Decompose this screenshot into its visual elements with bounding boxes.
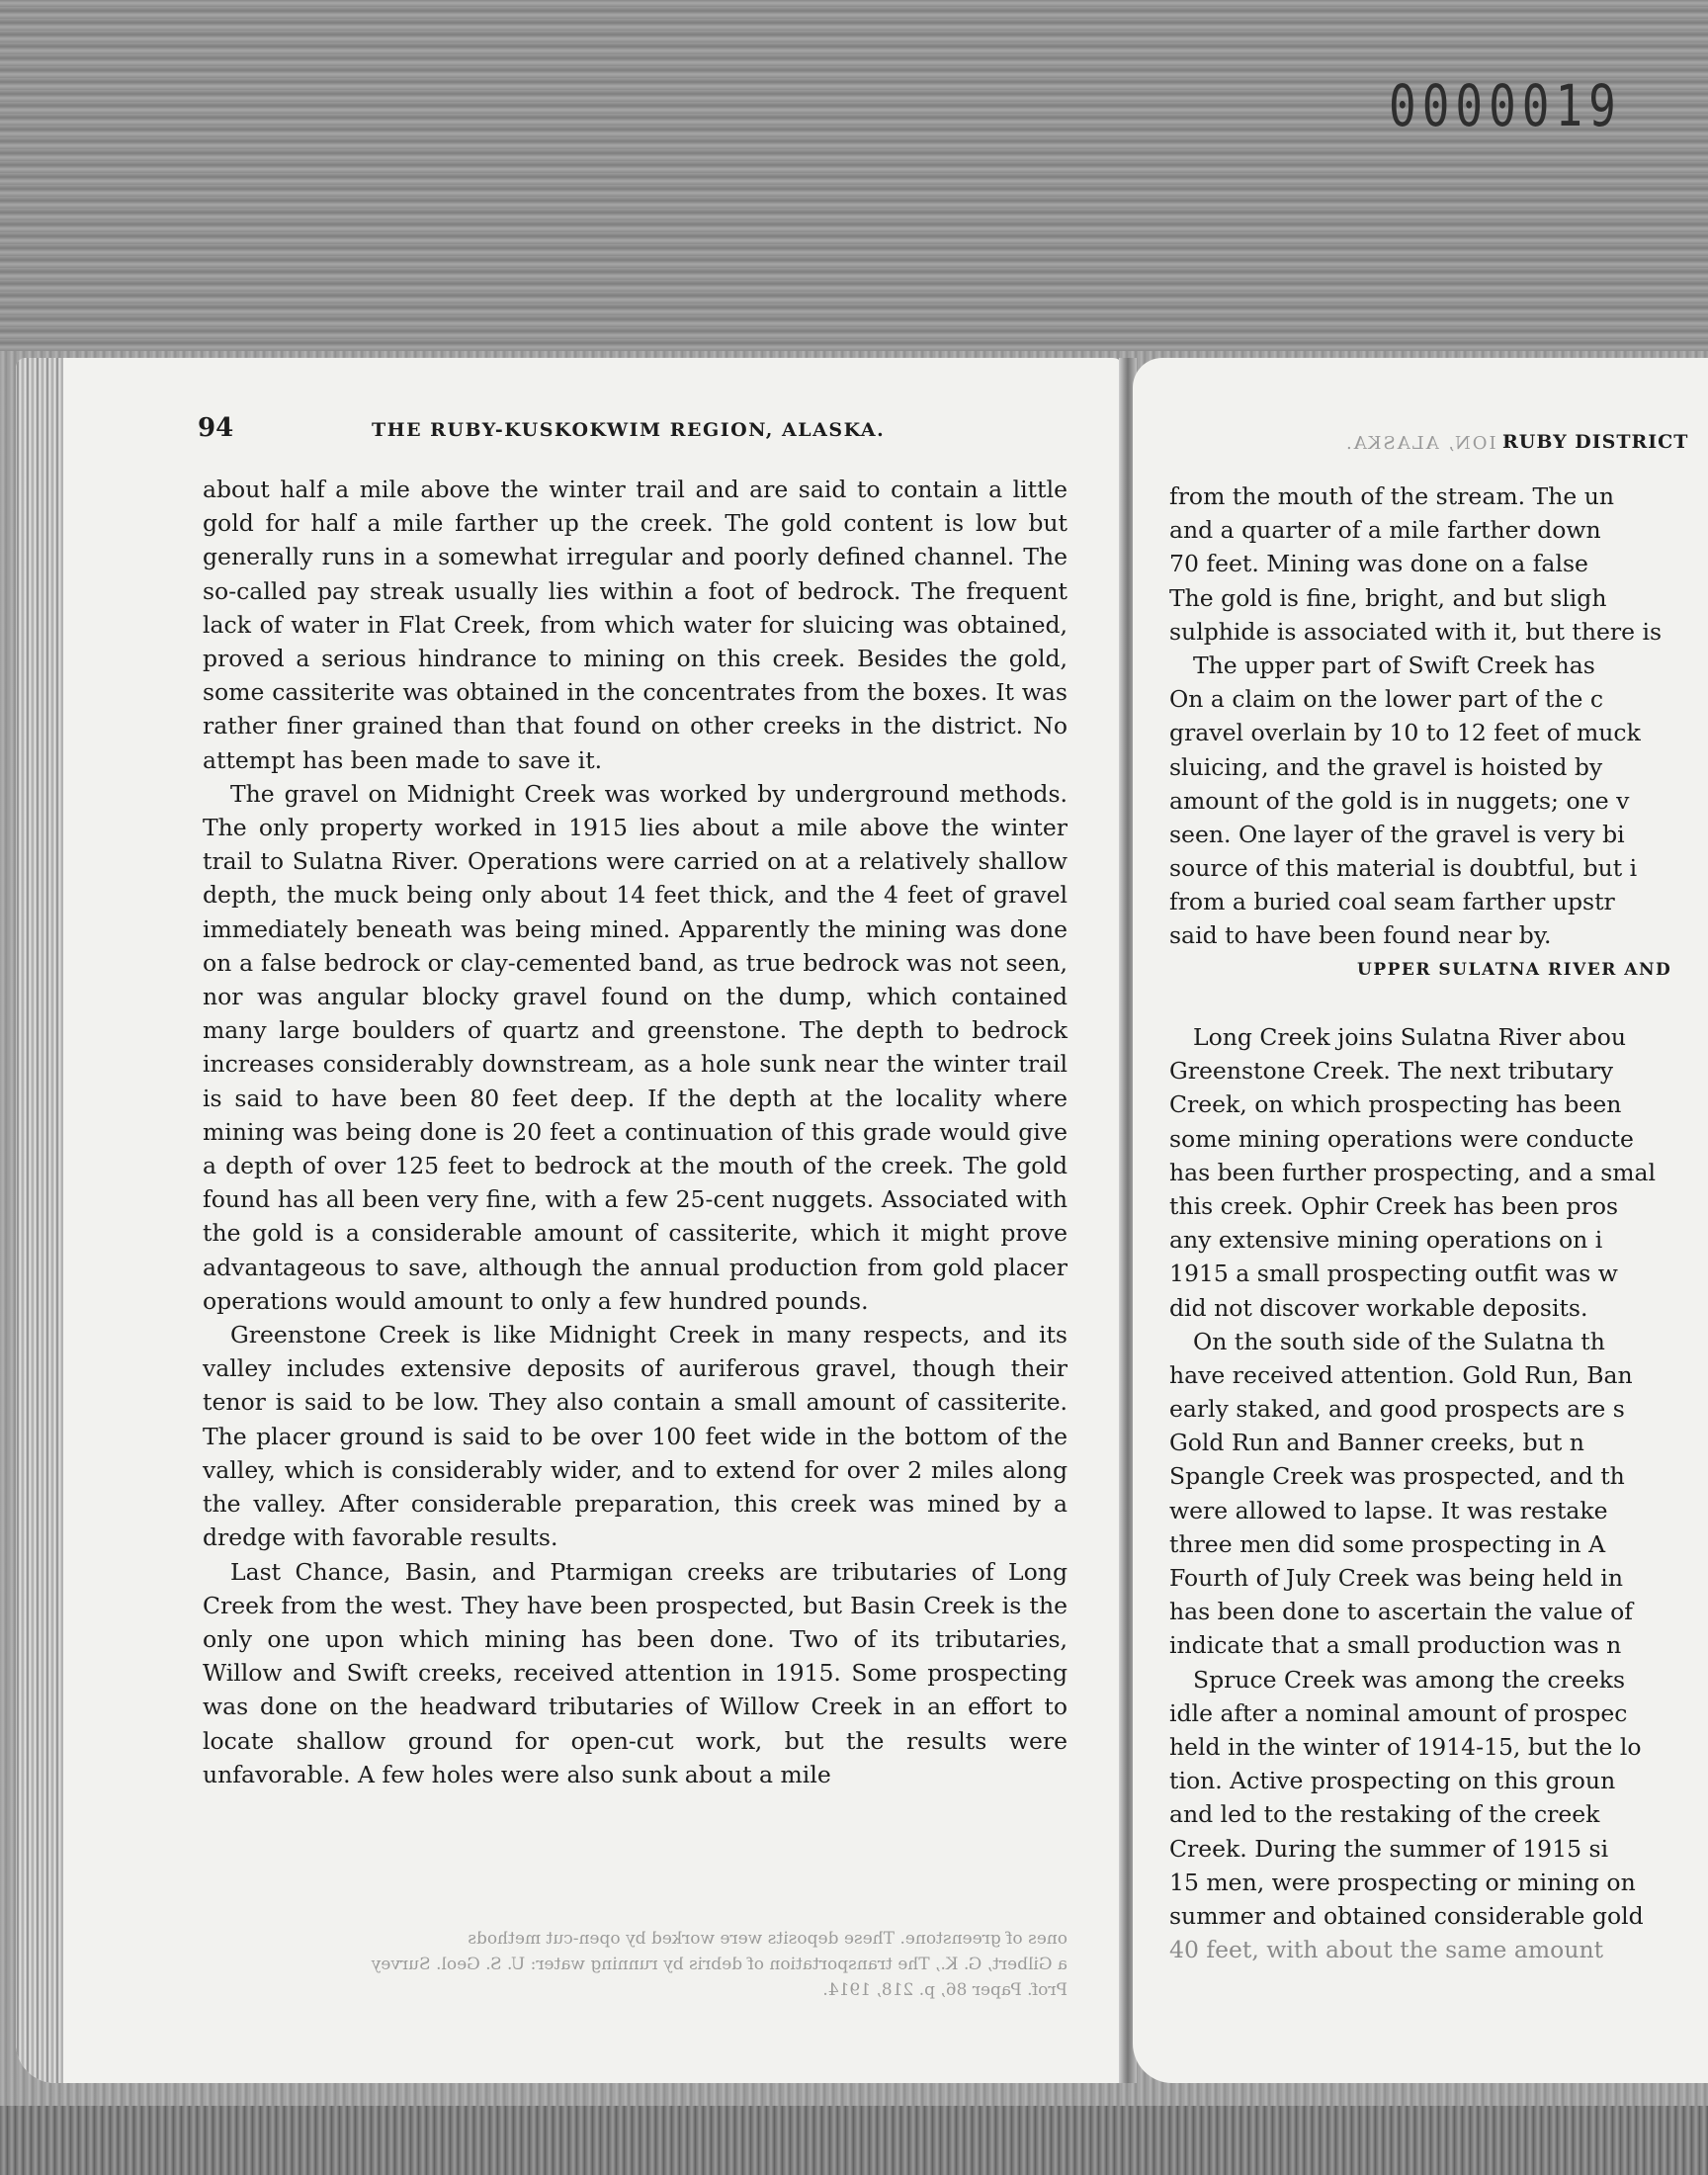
text-line: On the south side of the Sulatna th [1193,1327,1605,1355]
text-line: from a buried coal seam farther upstr [1169,888,1615,916]
text-line: three men did some prospecting in A [1169,1529,1606,1558]
text-line: this creek. Ophir Creek has been pros [1169,1191,1619,1220]
running-head-right: RUBY DISTRICT [1502,431,1689,453]
paragraph: Last Chance, Basin, and Ptarmigan creeks are tributaries of Long Creek from the west. They have been prospected, but Basin Creek is the only one upon which mining has been done. Two of its tributaries, Willow and Swift creeks, received attention in 1915. Some prospecting was done on the headward tributaries of Willow Creek in an effort to locate shallow ground for open-cut work, but the results were unfavorable. A few holes were also sunk about a mile [203,1557,1068,1788]
text-line: said to have been found near by. [1169,921,1552,950]
text-line: Creek, on which prospecting has been [1169,1090,1622,1119]
text-line: early staked, and good prospects are s [1169,1395,1625,1424]
page-number: 94 [198,413,234,443]
text-line: 1915 a small prospecting outfit was w [1169,1260,1618,1288]
text-line: from the mouth of the stream. The un [1169,482,1615,510]
document-id-stamp: 0000019 [1389,72,1622,139]
text-line: has been done to ascertain the value of [1169,1598,1633,1626]
bleed-line: Prof. Paper 86, p. 218, 1914. [822,1980,1068,2000]
text-line: were allowed to lapse. It was restake [1169,1496,1608,1524]
text-line: held in the winter of 1914-15, but the lo [1169,1732,1642,1761]
text-line: The upper part of Swift Creek has [1193,651,1595,679]
text-line: Spruce Creek was among the creeks [1193,1665,1625,1694]
text-line: sluicing, and the gravel is hoisted by [1169,752,1603,781]
text-line: The gold is fine, bright, and but sligh [1169,583,1607,612]
text-line: have received attention. Gold Run, Ban [1169,1360,1633,1389]
text-line: any extensive mining operations on i [1169,1226,1603,1255]
text-line: sulphide is associated with it, but there is [1169,617,1663,646]
text-line: Creek. During the summer of 1915 si [1169,1834,1609,1863]
left-text-column [203,473,1068,1791]
paragraph: about half a mile above the winter trail and are said to contain a little gold for half a mile farther up the creek. The gold content is low but generally runs in a somewhat irregular and poorly defined channel. The so-called pay streak usually lies within a foot of bedrock. The frequent lack of water in Flat Creek, from which water for sluicing was obtained, proved a serious hindrance to mining on this creek. Besides the gold, some cassiterite was obtained in the concentrates from the boxes. It was rather finer grained than that found on other creeks in the district. No attempt has been made to save it. [203,476,1068,774]
right-text-column [1169,479,1708,1966]
text-line: and led to the restaking of the creek [1169,1800,1600,1829]
text-line: On a claim on the lower part of the c [1169,685,1604,714]
text-line: some mining operations were conducte [1169,1124,1634,1153]
text-line: summer and obtained considerable gold [1169,1901,1644,1930]
text-line: Long Creek joins Sulatna River abou [1193,1023,1627,1051]
paragraph: The gravel on Midnight Creek was worked by underground methods. The only property worked in 1915 lies about a mile above the winter trail to Sulatna River. Operations were carried on at a relatively shallow depth, the muck being only about 14 feet thick, and the 4 feet of gravel immediately beneath was being mined. Apparently the mining was done on a false bedrock or clay-cemented band, as true bedrock was not seen, nor was angular blocky gravel found on the dump, which contained many large boulders of quartz and greenstone. The depth to bedrock increases considerably downstream, as a hole sunk near the winter trail is said to have been 80 feet deep. If the depth at the locality where mining was being done is 20 feet a continuation of this grade would give a depth of over 125 feet to bedrock at the mouth of the creek. The gold found has all been very fine, with a few 25-cent nuggets. Associated with the gold is a considerable amount of cassiterite, which it might prove advantageous to save, although the annual production from gold placer operations would amount to only a few hundred pounds. [203,779,1068,1315]
footnote-bleed-through [203,1926,1068,2015]
scanner-background-bottom [0,2106,1708,2175]
text-line: Gold Run and Banner creeks, but n [1169,1429,1584,1457]
text-line: did not discover workable deposits. [1169,1293,1588,1322]
right-page-header [1344,431,1708,461]
text-line: 70 feet. Mining was done on a false [1169,550,1588,578]
text-line: gravel overlain by 10 to 12 feet of muck [1169,719,1641,747]
mirrored-header-bleed: ION, ALASKA. [1344,433,1496,454]
text-line: source of this material is doubtful, but i [1169,854,1638,883]
bleed-line: 40 feet, with about the same amount [1169,1936,1604,1964]
left-page-header [198,413,1068,449]
scanner-background-top [0,0,1708,351]
text-line: Fourth of July Creek was being held in [1169,1564,1623,1592]
running-head: THE RUBY-KUSKOKWIM REGION, ALASKA. [372,419,886,441]
text-line: seen. One layer of the gravel is very bi [1169,820,1625,848]
spacer [1169,987,1708,1020]
text-line: indicate that a small production was n [1169,1631,1622,1660]
text-line: Greenstone Creek. The next tributary [1169,1057,1614,1086]
text-line: tion. Active prospecting on this groun [1169,1767,1616,1795]
bleed-line: a Gilbert, G. K., The transportation of debris by running water: U. S. Geol. Survey [371,1955,1068,1974]
text-line: idle after a nominal amount of prospec [1169,1698,1628,1727]
text-line: 15 men, were prospecting or mining on [1169,1868,1636,1896]
text-line: amount of the gold is in nuggets; one v [1169,786,1630,815]
section-heading: UPPER SULATNA RIVER AND [1357,959,1672,980]
text-line: and a quarter of a mile farther down [1169,516,1601,545]
text-line: Spangle Creek was prospected, and th [1169,1462,1625,1491]
paragraph: Greenstone Creek is like Midnight Creek in many respects, and its valley includes extensive deposits of auriferous gravel, though their tenor is said to be low. They also contain a small amount of cassiterite. The placer ground is said to be over 100 feet wide in the bottom of the valley, which is considerably wider, and to extend for over 2 miles along the valley. After considerable preparation, this creek was mined by a dredge with favorable results. [203,1321,1068,1552]
bleed-line: ones of greenstone. These deposits were worked by open-cut methods [468,1929,1068,1949]
text-line: has been further prospecting, and a smal [1169,1158,1657,1186]
binding-gutter [16,358,63,2083]
